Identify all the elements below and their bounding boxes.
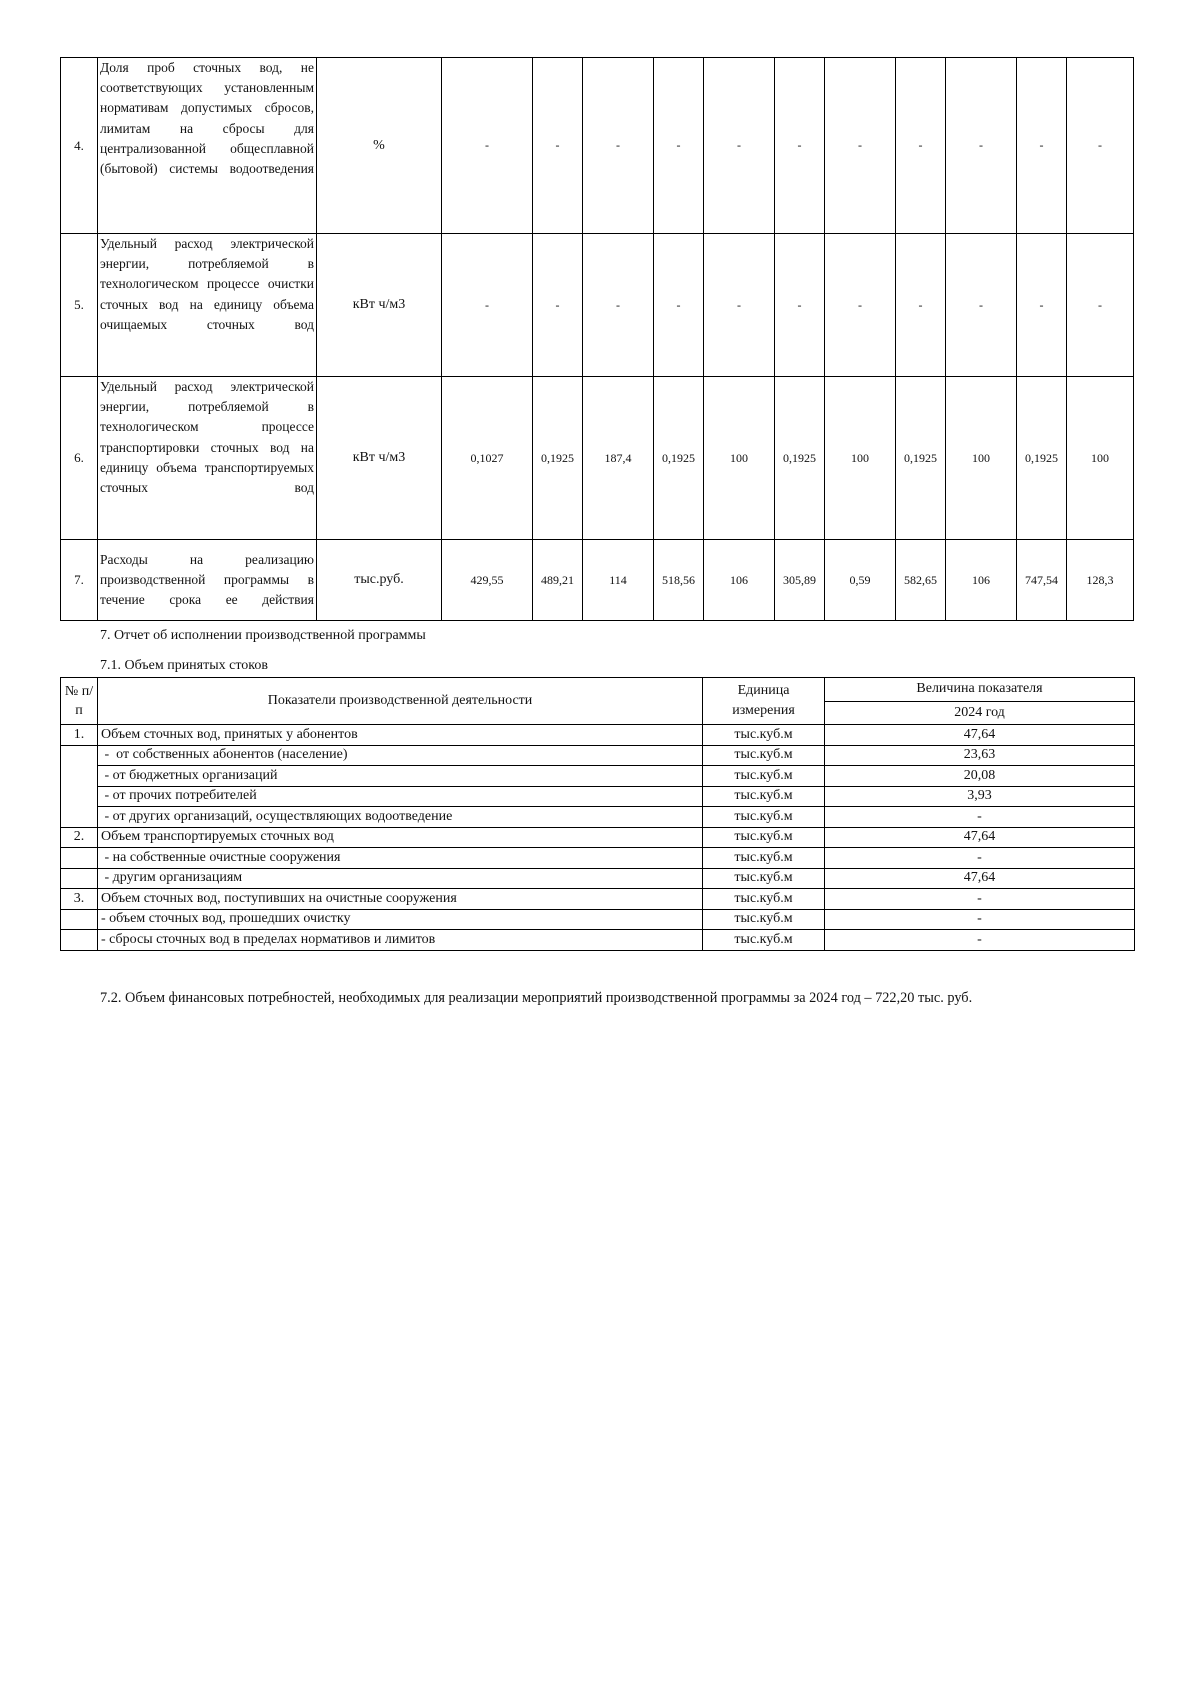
- section-7-title: 7. Отчет об исполнении производственной программы: [100, 628, 426, 643]
- table-row: [61, 540, 1134, 621]
- value-cell: 47,64: [825, 827, 1135, 848]
- unit-cell: тыс.куб.м: [703, 807, 825, 828]
- value-cell: -: [825, 58, 896, 234]
- value-cell: -: [946, 58, 1017, 234]
- table-row: [61, 766, 1135, 787]
- value-cell: -: [1017, 58, 1067, 234]
- table-row: [61, 889, 1135, 910]
- value-cell: 106: [946, 540, 1017, 621]
- value-cell: -: [825, 889, 1135, 910]
- row-number: [61, 848, 98, 869]
- value-cell: -: [1017, 234, 1067, 377]
- value-cell: 100: [1067, 377, 1134, 540]
- value-cell: 747,54: [1017, 540, 1067, 621]
- indicator-name: Объем сточных вод, принятых у абонентов: [98, 725, 703, 746]
- header-unit: Единица измерения: [703, 678, 825, 725]
- unit-cell: тыс.куб.м: [703, 827, 825, 848]
- section-7-2-text: 7.2. Объем финансовых потребностей, необходимых для реализации мероприятий производственной программы за 2024 год – 722,20 тыс. руб.: [100, 990, 973, 1006]
- table-row: [61, 745, 1135, 766]
- value-cell: -: [533, 234, 583, 377]
- indicator-name: - другим организациям: [98, 868, 703, 889]
- value-cell: 0,1925: [775, 377, 825, 540]
- value-cell: 106: [704, 540, 775, 621]
- unit-cell: тыс.куб.м: [703, 786, 825, 807]
- value-cell: -: [825, 234, 896, 377]
- unit-cell: тыс.куб.м: [703, 848, 825, 869]
- indicator-name: - сбросы сточных вод в пределах нормативов и лимитов: [98, 930, 703, 951]
- value-cell: 47,64: [825, 868, 1135, 889]
- value-cell: -: [896, 234, 946, 377]
- unit-cell: тыс.куб.м: [703, 745, 825, 766]
- unit-cell: тыс.куб.м: [703, 766, 825, 787]
- row-number: 3.: [61, 889, 98, 910]
- value-cell: -: [825, 909, 1135, 930]
- unit-cell: тыс.куб.м: [703, 930, 825, 951]
- indicator-name: - от собственных абонентов (население): [98, 745, 703, 766]
- row-number: [61, 930, 98, 951]
- table-row: [61, 930, 1135, 951]
- table-row: [61, 58, 1134, 234]
- value-cell: -: [825, 930, 1135, 951]
- section-7-1-title: 7.1. Объем принятых стоков: [100, 658, 268, 673]
- value-cell: 489,21: [533, 540, 583, 621]
- value-cell: -: [442, 234, 533, 377]
- table-row: [61, 234, 1134, 377]
- indicators-table: [60, 57, 1134, 621]
- value-cell: -: [442, 58, 533, 234]
- table-row: [61, 868, 1135, 889]
- value-cell: 0,59: [825, 540, 896, 621]
- row-number: 7.: [61, 540, 98, 621]
- value-cell: 114: [583, 540, 654, 621]
- value-cell: 100: [825, 377, 896, 540]
- indicator-name: - от прочих потребителей: [98, 786, 703, 807]
- row-number: 4.: [61, 58, 98, 234]
- indicator-name: - объем сточных вод, прошедших очистку: [98, 909, 703, 930]
- indicator-description: Расходы на реализацию производственной программы в течение срока ее действия: [98, 540, 317, 621]
- unit-cell: тыс.руб.: [317, 540, 442, 621]
- value-cell: 128,3: [1067, 540, 1134, 621]
- value-cell: 0,1925: [533, 377, 583, 540]
- unit-cell: кВт ч/м3: [317, 377, 442, 540]
- header-indicator: Показатели производственной деятельности: [98, 678, 703, 725]
- value-cell: 429,55: [442, 540, 533, 621]
- row-number: 5.: [61, 234, 98, 377]
- table-row: [61, 786, 1135, 807]
- row-number: [61, 868, 98, 889]
- indicator-name: Объем сточных вод, поступивших на очистные сооружения: [98, 889, 703, 910]
- indicator-description: Доля проб сточных вод, не соответствующих установленным нормативам допустимых сбросов, лимитам на сбросы для централизованной общесплавной (бытовой) системы водоотведения: [98, 58, 317, 234]
- value-cell: -: [775, 58, 825, 234]
- unit-cell: тыс.куб.м: [703, 725, 825, 746]
- value-cell: -: [654, 58, 704, 234]
- value-cell: -: [583, 234, 654, 377]
- unit-cell: тыс.куб.м: [703, 889, 825, 910]
- indicator-name: - от бюджетных организаций: [98, 766, 703, 787]
- value-cell: 23,63: [825, 745, 1135, 766]
- indicator-description: Удельный расход электрической энергии, потребляемой в технологическом процессе транспортировки сточных вод на единицу объема транспортируемых сточных вод: [98, 377, 317, 540]
- row-number: 1.: [61, 725, 98, 746]
- value-cell: -: [825, 848, 1135, 869]
- header-year: 2024 год: [825, 701, 1135, 725]
- value-cell: -: [533, 58, 583, 234]
- value-cell: -: [896, 58, 946, 234]
- value-cell: 518,56: [654, 540, 704, 621]
- header-value-group: Величина показателя: [825, 678, 1135, 702]
- value-cell: -: [1067, 234, 1134, 377]
- value-cell: 100: [946, 377, 1017, 540]
- value-cell: 0,1925: [1017, 377, 1067, 540]
- indicator-name: - от других организаций, осуществляющих водоотведение: [98, 807, 703, 828]
- indicator-description: Удельный расход электрической энергии, потребляемой в технологическом процессе очистки сточных вод на единицу объема очищаемых сточных вод: [98, 234, 317, 377]
- value-cell: 305,89: [775, 540, 825, 621]
- value-cell: 20,08: [825, 766, 1135, 787]
- indicator-name: Объем транспортируемых сточных вод: [98, 827, 703, 848]
- unit-cell: тыс.куб.м: [703, 909, 825, 930]
- indicator-name: - на собственные очистные сооружения: [98, 848, 703, 869]
- table-body: [61, 725, 1135, 951]
- value-cell: 47,64: [825, 725, 1135, 746]
- value-cell: -: [946, 234, 1017, 377]
- table-row: [61, 848, 1135, 869]
- header-num: № п/п: [61, 678, 98, 725]
- row-number: [61, 909, 98, 930]
- row-number: [61, 745, 98, 827]
- value-cell: 0,1925: [654, 377, 704, 540]
- value-cell: -: [775, 234, 825, 377]
- value-cell: 100: [704, 377, 775, 540]
- wastewater-volume-table: [60, 677, 1135, 951]
- value-cell: -: [583, 58, 654, 234]
- value-cell: -: [704, 234, 775, 377]
- value-cell: -: [704, 58, 775, 234]
- unit-cell: %: [317, 58, 442, 234]
- row-number: 6.: [61, 377, 98, 540]
- value-cell: 582,65: [896, 540, 946, 621]
- table-row: [61, 725, 1135, 746]
- value-cell: 3,93: [825, 786, 1135, 807]
- value-cell: 187,4: [583, 377, 654, 540]
- unit-cell: кВт ч/м3: [317, 234, 442, 377]
- value-cell: -: [825, 807, 1135, 828]
- value-cell: -: [1067, 58, 1134, 234]
- value-cell: -: [654, 234, 704, 377]
- table-row: [61, 377, 1134, 540]
- header-row: [61, 678, 1135, 702]
- table-header: [61, 678, 1135, 725]
- row-number: 2.: [61, 827, 98, 848]
- table-row: [61, 909, 1135, 930]
- value-cell: 0,1925: [896, 377, 946, 540]
- unit-cell: тыс.куб.м: [703, 868, 825, 889]
- indicators-table-body: [61, 58, 1134, 621]
- table-row: [61, 807, 1135, 828]
- value-cell: 0,1027: [442, 377, 533, 540]
- table-row: [61, 827, 1135, 848]
